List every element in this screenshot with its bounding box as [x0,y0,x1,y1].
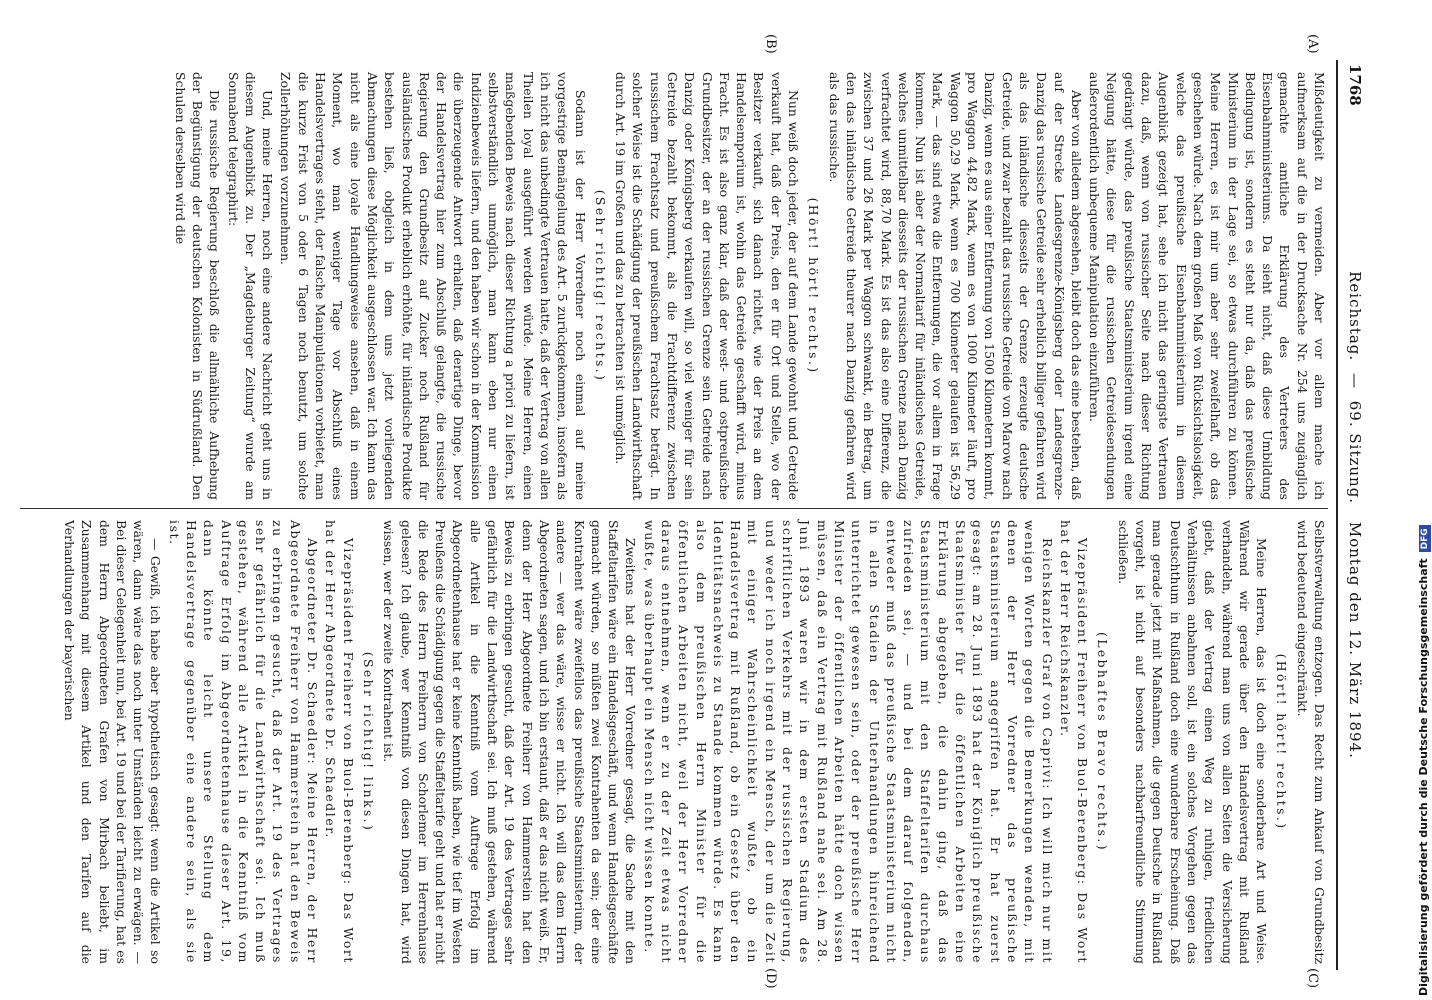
margin-marker-a: (A) [1305,34,1320,54]
interjection: (Hört! hört! rechts.) [1274,653,1290,831]
running-title [1346,60,1364,970]
paragraph: Sodann ist der Herr Vorredner noch einmal auf meine vorgestrige Bemängelung des Art. 5 zurückgekommen, insofern als ich nicht das unbedingte Vertrauen hatte, daß der Vertrag von allen Theilen loyal ausgeführt werden würde. Meine Herren, einen maßgebenden Beweis nach dieser Richtung a priori zu liefern, ist selbstverständlich unmöglich, man kann eben nur einen Indizienbeweis liefern, und den haben wir schon in der Kommission die überzeugende Antwort erhalten, daß derartige Dinge, bevor der Handelsvertrag hier zum Abschluß gelangte, die russische Regierung den Grundbesitz auf Zucker noch Rußland für ausländisches Produkt erheblich erhöhte, für inländische Produkte bestehen ließ, obgleich in dem uns jetzt vorliegenden Abmachungen diese Möglichkeit ausgeschlossen war. Ich kann das nicht als eine loyale Handlungsweise ansehen, daß in einem Moment, wo man weniger Tage vor Abschluß eines Handelsvertrages steht, der falsche Manipulationen vorbietet, man die kurze Frist von 5 oder 6 Tagen noch benutzt, um solche Zollerhöhungen vorzunehmen. [278,72,588,500]
running-title-dash: — [1346,372,1364,389]
speaker-paragraph: Vizepräsident Freiherr von Buol-Berenberg: Das Wort hat der Herr Abgeordnete Dr. Schaedler. [323,520,356,964]
dfg-logo: DFG [1419,525,1431,552]
paragraph: Zweitens hat der Herr Vorredner gesagt, die Sache mit den Staffeltarifen wäre ein Handelsgeschäft, und wenn Handelsgeschäfte gemacht würden, so müßten zwei Kontrahenten da sein; der eine Kontrahent wäre zweifellos das preußische Staatsministerium, der andere — wer das wäre, wisse er nicht. Ich will das dem Herrn Abgeordneten sagen, und ich bin erstaunt, daß er das nicht weiß. Er, denn der Herr Abgeordnete Freiherr von Hammerstein hat den Beweis zu erbringen gesucht, daß der Art. 19 des Vertrages sehr gefährlich für die Landwirthschaft sei. Ich muß gestehen, während alle Artikel in die Kenntniß vom Auftrage Erfolg im Abgeordnetenhause hat er keine Kenntniß haben, wie tief im Westen Preußens die Schädigung gegen die Staffeltarife geht und hat er nicht die Rede des Herrn Freiherrn von Schorlemer im Herrenhause gelesen? Ich glaube, wer Kenntniß von diesen Dingen hat, wird wissen, wer der zweite Kontrahent ist. [381,520,639,964]
speaker-paragraph: Reichskanzler Graf von Caprivi: Ich will mich nur mit wenigen Worten gegen die Bemerkungen wenden, mit denen der Herr Vorredner das preußische Staatsministerium angegriffen hat. Er hat zuerst gesagt: am 28. Juni 1893 hat der Königlich preußische Staatsminister für die öffentlichen Arbeiten eine Erklärung abgegeben, die dahin ging, daß das Staatsministerium mit den Staffeltarifen durchaus zufrieden sei, — und bei dem darauf folgenden, entweder muß das preußische Staatsministerium nicht in allen Stadien der Unterhandlungen hinreichend unterrichtet gewesen sein, oder der preußische Herr Minister der öffentlichen Arbeiten hätte doch wissen müssen, daß ein Vertrag mit Rußland nahe sei. Am 28. Juni 1893 waren wir in dem ersten Stadium des schriftlichen Verkehrs mit der russischen Regierung, und weder ich noch irgend ein Mensch, der um die Zeit mit einiger Wahrscheinlichkeit wußte, ob ein Handelsvertrag mit Rußland, ob ein Gesetz über den Identitätsnachweis zu Stande kommen würde. Es kann also dem preußischen Herrn Minister für die öffentlichen Arbeiten nicht, weil der Herr Vorredner daraus entnehmen, wenn er zu der Zeit etwas nicht wußte, was überhaupt ein Mensch nicht wissen konnte. [641,520,1055,964]
margin-marker-b: (B) [763,34,778,54]
paragraph: — Gewiß, ich habe aber hypothetisch gesagt: wenn die Artikel so wären, dann wäre das noch unter Umständen leicht zu erwägen. — Bei dieser Gelegenheit nun, bei Art. 19 und bei der Tarifierung, hat es dem Herrn Abgeordneten Grafen von Mirbach beliebt, im Zusammenhang mit diesem Artikel und den Tarifen auf die Verhandlungen der bayerischen [61,520,164,964]
running-title-right: Montag den 12. März 1894. [1346,521,1364,759]
right-column [20,520,1328,964]
page-header [1336,60,1372,970]
page-number: 1768 [1346,64,1364,106]
interjection: (Sehr richtig! links.) [360,651,376,833]
margin-marker-c: (C) [1305,968,1320,989]
paragraph: Aber von alledem abgesehen, bleibt doch das eine bestehen, daß auf der Strecke Landesgrenze-Königsberg oder Landesgrenze-Danzig das russische Getreide sehr erheblich billiger gefahren wird als das inländische diesseits der Grenze erzeugte deutsche Getreide, und zwar bezahlt das russische Getreide von Marow nach Danzig, wenn es aus einer Entfernung von 1500 Kilometern kommt, pro Waggon 44,82 Mark, wenn es von 1000 Kilometer läuft, pro Waggon 50,29 Mark, wenn es 700 Kilometer gelaufen ist 56,29 Mark, — das sind etwa die Entfernungen, die vor allem in Frage kommen. Nun ist aber der Normaltarif für inländisches Getreide, welches unmittelbar diesseits der russischen Grenze nach Danzig verfrachtet wird, 88,70 Mark. Es ist das also eine Differenz, die zwischen 37 und 26 Mark per Waggon schwankt, ein Betrag, um den das inländische Getreide theurer nach Danzig gefahren wird als das russische. [826,72,1084,500]
digitization-note [1416,0,1432,996]
running-title-mid: 69. Sitzung. [1346,400,1364,505]
quoted-telegram: Die russische Regierung beschloß die allmähliche Aufhebung der Begünstigung der deutschen Kolonisten in Südrußland. Den Schulen derselben wird die [172,72,223,500]
paragraph: Mißdeutigkeit zu vermeiden. Aber vor allem mache ich aufmerksam auf die in der Drucksache Nr. 254 uns zugänglich gemachte amtliche Erklärung des Vertreters des Eisenbahnministeriums. Da sieht nicht, daß diese Umbildung Bedingung ist, sondern es steht nur da, daß das preußische Ministerium in der Lage sei, so etwas durchführen zu können. Meine Herren, es ist mir um aber sehr zweifelhaft, ob das geschehen würde. Nach dem großen Maß von Rücksichtslosigkeit, welche das preußische Eisenbahnministerium in diesem Augenblick gezeigt hat, sehe ich nicht das geringste Vertrauen dazu, daß, wenn von russischer Seite nach dieser Richtung gedrängt würde, das preußische Staatsministerium irgend eine Neigung hätte, diese für die russischen Getreidesendungen außerordentlich unbequeme Manipulation einzuführen. [1087,72,1327,500]
digitization-footer [1412,0,1432,1000]
margin-marker-d: (D) [763,968,778,989]
interjection: (Sehr richtig! rechts.) [592,189,608,383]
paragraph: Meine Herren, das ist doch eine sonderbare Art und Weise. Während wir gerade über den Handelsvertrag mit Rußland verhandeln, während man uns von allen Seiten die Versicherung giebt, daß der Vertrag einen Weg zu ruhigen, friedlichen Verhältnissen anbahnen soll, ist ein solches Vorgehen gegen das Deutschthum in Rußland doch eine wunderbare Erscheinung. Daß man gerade jetzt mit Maßnahmen, die gegen Deutsche in Rußland vorgeht, ist nicht auf besonders nachbarfreundliche Stimmung schließen. [1115,520,1270,964]
column-divider [20,508,1328,509]
speaker-paragraph: Abgeordneter Dr. Schaedler: Meine Herren, der Herr Abgeordnete Freiherr von Hammerstein hat den Beweis zu erbringen gesucht, daß der Art. 19 des Vertrages sehr gefährlich für die Landwirthschaft sei. Ich muß gestehen, während alle Artikel in die Kenntniß vom Auftrage Erfolg im Abgeordnetenhause dieser Art. 19, dann könnte leicht unsere Stellung dem Handelsvertrage gegenüber eine andere sein, als sie ist. [166,520,321,964]
speaker-paragraph: Vizepräsident Freiherr von Buol-Berenberg: Das Wort hat der Herr Reichskanzler. [1057,520,1091,964]
paragraph: Nun weiß doch jeder, der auf dem Lande gewohnt und Getreide verkauft hat, daß der Preis, den er für Ort und Stelle, wo der Besitzer verkauft, sich danach richtet, wie der Preis an dem Handelsemporium ist, wohin das Getreide geschafft wird, minus Fracht. Es ist also ganz klar, daß der west- und ostpreußische Grundbesitzer, der an der russischen Grenze sein Getreide nach Danzig oder Königsberg verkaufen will, so viel weniger für sein Getreide bezahlt bekommt, als die Frachtdifferenz zwischen russischem Frachtsatz und preußischem Frachtsatz beträgt. In solcher Weise ist die Schädigung der preußischen Landwirthschaft durch Art. 19 im Großen und das zu betrachten ist unmöglich. [613,72,802,500]
interjection: (Lebhaftes Bravo rechts.) [1095,632,1111,852]
paragraph: Und, meine Herren, noch eine andere Nachricht geht uns in diesem Augenblick zu. Der „Magdeburger Zeitung“ wurde am Sonnabend telegraphirt: [225,72,276,500]
left-column [20,72,1328,500]
digitization-note-text: Digitalisierung gefördert durch die Deutsche Forschungsgemeinschaft [1417,558,1430,996]
interjection: (Hört! hört! rechts.) [806,197,822,375]
paragraph: Selbstverwaltung entzogen. Das Recht zum Ankauf von Grundbesitz wird bedeutend eingeschränkt. [1294,520,1327,964]
running-title-left: Reichstag. [1346,271,1364,362]
